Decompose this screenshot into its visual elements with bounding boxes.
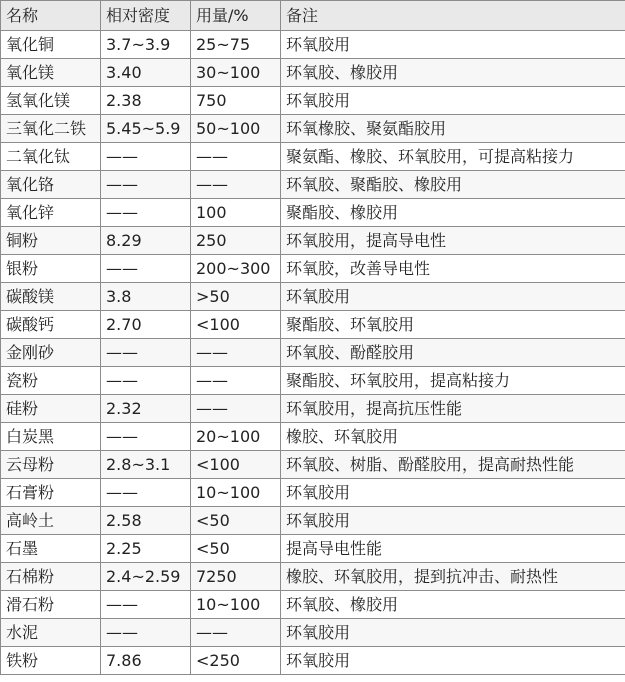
cell-dosage: 30~100 [191, 59, 281, 87]
table-header [1, 1, 625, 31]
cell-name: 碳酸镁 [1, 283, 101, 311]
cell-notes: 环氧胶用 [281, 619, 625, 647]
cell-notes: 提高导电性能 [281, 535, 625, 563]
cell-name: 石膏粉 [1, 479, 101, 507]
table-row [1, 395, 625, 423]
cell-name: 瓷粉 [1, 367, 101, 395]
cell-dosage: 20~100 [191, 423, 281, 451]
table-row [1, 339, 625, 367]
cell-name: 云母粉 [1, 451, 101, 479]
cell-name: 碳酸钙 [1, 311, 101, 339]
cell-notes: 环氧胶，改善导电性 [281, 255, 625, 283]
table-row [1, 227, 625, 255]
cell-notes: 环氧胶用 [281, 507, 625, 535]
cell-notes: 橡胶、环氧胶用 [281, 423, 625, 451]
header-name: 名称 [1, 1, 101, 31]
cell-dosage: 200~300 [191, 255, 281, 283]
cell-dosage: <50 [191, 507, 281, 535]
cell-density: 2.4~2.59 [101, 563, 191, 591]
header-notes: 备注 [281, 1, 625, 31]
table-row [1, 143, 625, 171]
table-row [1, 563, 625, 591]
cell-name: 氧化镁 [1, 59, 101, 87]
cell-name: 三氧化二铁 [1, 115, 101, 143]
cell-notes: 环氧胶、橡胶用 [281, 591, 625, 619]
cell-dosage: 50~100 [191, 115, 281, 143]
table-row [1, 647, 625, 675]
cell-dosage: 10~100 [191, 591, 281, 619]
cell-dosage: 750 [191, 87, 281, 115]
cell-name: 石棉粉 [1, 563, 101, 591]
cell-name: 氢氧化镁 [1, 87, 101, 115]
table-row [1, 535, 625, 563]
cell-dosage: 10~100 [191, 479, 281, 507]
cell-density: 3.7~3.9 [101, 31, 191, 59]
cell-dosage: <100 [191, 451, 281, 479]
cell-density: —— [101, 619, 191, 647]
table-body [1, 31, 625, 675]
cell-name: 水泥 [1, 619, 101, 647]
table-row [1, 423, 625, 451]
cell-notes: 环氧胶用 [281, 479, 625, 507]
cell-density: —— [101, 143, 191, 171]
cell-density: —— [101, 199, 191, 227]
cell-notes: 环氧胶用 [281, 87, 625, 115]
table-row [1, 31, 625, 59]
table-row [1, 619, 625, 647]
cell-name: 白炭黑 [1, 423, 101, 451]
cell-dosage: >50 [191, 283, 281, 311]
cell-density: —— [101, 591, 191, 619]
cell-dosage: —— [191, 619, 281, 647]
cell-density: 7.86 [101, 647, 191, 675]
table-row [1, 507, 625, 535]
cell-dosage: 250 [191, 227, 281, 255]
cell-density: 3.40 [101, 59, 191, 87]
cell-density: 2.58 [101, 507, 191, 535]
header-density: 相对密度 [101, 1, 191, 31]
cell-dosage: 100 [191, 199, 281, 227]
table-row [1, 591, 625, 619]
cell-name: 铜粉 [1, 227, 101, 255]
cell-dosage: —— [191, 367, 281, 395]
cell-density: 8.29 [101, 227, 191, 255]
cell-dosage: <100 [191, 311, 281, 339]
cell-name: 金刚砂 [1, 339, 101, 367]
cell-notes: 环氧胶用 [281, 283, 625, 311]
cell-notes: 聚酯胶、环氧胶用，提高粘接力 [281, 367, 625, 395]
table-row [1, 115, 625, 143]
cell-name: 石墨 [1, 535, 101, 563]
cell-dosage: —— [191, 395, 281, 423]
cell-density: —— [101, 423, 191, 451]
cell-dosage: —— [191, 143, 281, 171]
cell-name: 银粉 [1, 255, 101, 283]
table-row [1, 451, 625, 479]
cell-density: 5.45~5.9 [101, 115, 191, 143]
cell-name: 氧化铬 [1, 171, 101, 199]
table-row [1, 367, 625, 395]
table-row [1, 283, 625, 311]
cell-notes: 聚酯胶、橡胶用 [281, 199, 625, 227]
cell-dosage: 25~75 [191, 31, 281, 59]
cell-name: 氧化锌 [1, 199, 101, 227]
cell-density: —— [101, 171, 191, 199]
cell-notes: 环氧胶用 [281, 647, 625, 675]
cell-density: —— [101, 339, 191, 367]
cell-name: 铁粉 [1, 647, 101, 675]
cell-density: 2.32 [101, 395, 191, 423]
cell-name: 氧化铜 [1, 31, 101, 59]
cell-notes: 环氧胶、橡胶用 [281, 59, 625, 87]
header-row [1, 1, 625, 31]
cell-notes: 环氧橡胶、聚氨酯胶用 [281, 115, 625, 143]
cell-notes: 橡胶、环氧胶用，提到抗冲击、耐热性 [281, 563, 625, 591]
cell-dosage: <250 [191, 647, 281, 675]
cell-notes: 聚酯胶、环氧胶用 [281, 311, 625, 339]
header-dosage: 用量/% [191, 1, 281, 31]
cell-name: 硅粉 [1, 395, 101, 423]
cell-density: —— [101, 479, 191, 507]
cell-density: —— [101, 255, 191, 283]
cell-notes: 环氧胶、树脂、酚醛胶用，提高耐热性能 [281, 451, 625, 479]
cell-density: 2.70 [101, 311, 191, 339]
table-row [1, 59, 625, 87]
cell-notes: 聚氨酯、橡胶、环氧胶用，可提高粘接力 [281, 143, 625, 171]
cell-density: 3.8 [101, 283, 191, 311]
table-row [1, 311, 625, 339]
cell-dosage: 7250 [191, 563, 281, 591]
cell-density: 2.38 [101, 87, 191, 115]
table-row [1, 87, 625, 115]
cell-dosage: —— [191, 171, 281, 199]
table-row [1, 255, 625, 283]
cell-density: 2.25 [101, 535, 191, 563]
cell-name: 高岭土 [1, 507, 101, 535]
cell-dosage: —— [191, 339, 281, 367]
cell-notes: 环氧胶用，提高导电性 [281, 227, 625, 255]
table-row [1, 199, 625, 227]
cell-notes: 环氧胶用，提高抗压性能 [281, 395, 625, 423]
table-row [1, 479, 625, 507]
cell-notes: 环氧胶用 [281, 31, 625, 59]
cell-name: 二氧化钛 [1, 143, 101, 171]
cell-density: —— [101, 367, 191, 395]
cell-name: 滑石粉 [1, 591, 101, 619]
cell-density: 2.8~3.1 [101, 451, 191, 479]
cell-notes: 环氧胶、聚酯胶、橡胶用 [281, 171, 625, 199]
cell-notes: 环氧胶、酚醛胶用 [281, 339, 625, 367]
cell-dosage: <50 [191, 535, 281, 563]
table-row [1, 171, 625, 199]
